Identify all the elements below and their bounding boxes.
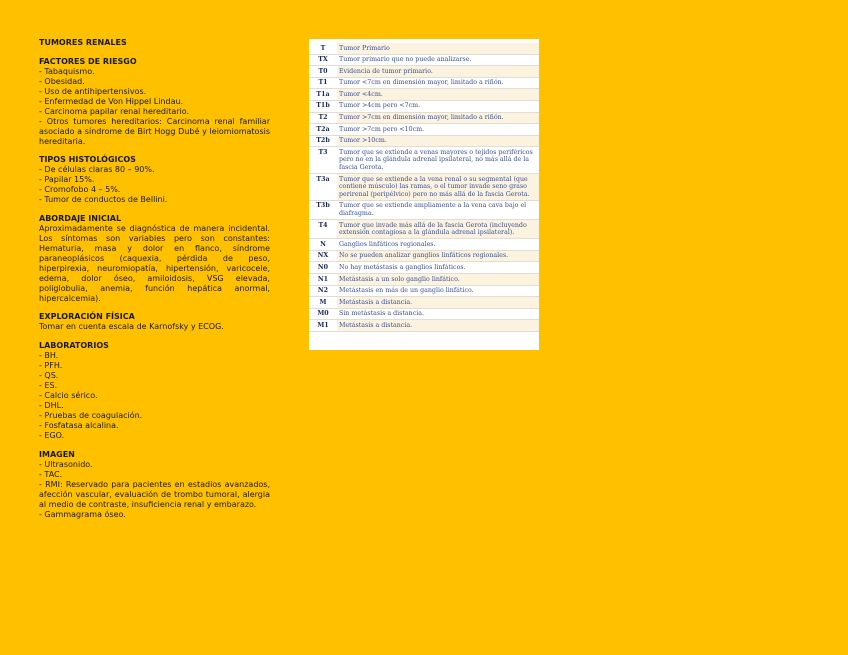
initial-approach-section <box>39 214 270 304</box>
stage-code-cell: T1b <box>309 100 337 112</box>
histologic-types-heading: TIPOS HISTOLÓGICOS <box>39 155 136 165</box>
stage-description-cell: Tumor >4cm pero <7cm. <box>337 100 539 112</box>
list-item: - ES. <box>39 380 58 390</box>
table-row <box>309 112 539 124</box>
stage-description-cell: Tumor que invade más allá de la fascia Gerota (incluyendo extensión contagiosa a la glándula adrenal ipsilateral). <box>337 220 539 239</box>
stage-code-cell: T3 <box>309 147 337 174</box>
stage-description-cell: Tumor >7cm pero <10cm. <box>337 124 539 136</box>
stage-description-cell: Tumor <4cm. <box>337 89 539 101</box>
physical-exam-section <box>39 312 270 332</box>
table-row <box>309 89 539 101</box>
stage-code-cell: N2 <box>309 285 337 297</box>
stage-description-cell: Tumor >10cm. <box>337 135 539 147</box>
list-item: - Tumor de conductos de Bellini. <box>39 195 168 205</box>
imaging-heading: IMAGEN <box>39 449 75 459</box>
list-item: - EGO. <box>39 430 65 440</box>
list-item: - Ultrasonido. <box>39 459 93 469</box>
labs-heading: LABORATORIOS <box>39 340 109 350</box>
list-item: - QS. <box>39 370 59 380</box>
table-row <box>309 285 539 297</box>
stage-code-cell: T4 <box>309 220 337 239</box>
table-row <box>309 135 539 147</box>
stage-code-cell: TX <box>309 54 337 66</box>
list-item: - Fosfatasa alcalina. <box>39 420 119 430</box>
list-item: - RMI: Reservado para pacientes en estadios avanzados, afección vascular, evaluación de trombo tumoral, alergia al medio de contraste, insuficiencia renal y embarazo. <box>39 479 270 509</box>
table-row <box>309 77 539 89</box>
risk-factors-heading: FACTORES DE RIESGO <box>39 56 137 66</box>
stage-code-cell: M <box>309 297 337 309</box>
stage-description-cell: Metástasis a distancia. <box>337 320 539 332</box>
physical-exam-heading: EXPLORACIÓN FÍSICA <box>39 312 135 322</box>
stage-code-cell: T <box>309 43 337 54</box>
stage-description-cell: Tumor que se extiende ampliamente a la vena cava bajo el diafragma. <box>337 200 539 219</box>
stage-code-cell: N1 <box>309 274 337 286</box>
list-item: - Otros tumores hereditarios: Carcinoma renal familiar asociado a síndrome de Birt Hogg Dubé y leiomiomatosis hereditaria. <box>39 116 270 146</box>
list-item: - Gammagrama óseo. <box>39 509 126 519</box>
list-item: - Carcinoma papilar renal hereditario. <box>39 106 190 116</box>
stage-code-cell: M0 <box>309 308 337 320</box>
initial-approach-heading: ABORDAJE INICIAL <box>39 213 122 223</box>
table-row <box>309 147 539 174</box>
stage-description-cell: Metástasis en más de un ganglio linfático. <box>337 285 539 297</box>
table-row <box>309 250 539 262</box>
table-row <box>309 297 539 309</box>
list-item: - Calcio sérico. <box>39 390 98 400</box>
initial-approach-text: Aproximadamente se diagnóstica de manera incidental. Los síntomas son variables pero son constantes: Hematuria, masa y dolor en flanco, síndrome paraneoplásicos (caquexia, pérdida de peso, hiperpirexia, neuromiopatía, hipertensión, varicocele, edema, dolor óseo, amiloidosis, VSG elevada, poliglobulia, anemia, función hepática anormal, hipercalcemia). <box>39 223 270 303</box>
table-row <box>309 174 539 201</box>
stage-description-cell: Tumor que se extiende a venas mayores o tejidos periféricos pero no en la glándula adrenal ipsilateral, no más allá de la fascia Gerota. <box>337 147 539 174</box>
stage-description-cell: Metástasis a distancia. <box>337 297 539 309</box>
stage-code-cell: N0 <box>309 262 337 274</box>
table-row <box>309 66 539 78</box>
stage-code-cell: T2a <box>309 124 337 136</box>
stage-description-cell: Sin metástasis a distancia. <box>337 308 539 320</box>
stage-description-cell: Tumor <7cm en dimensión mayor, limitado a riñón. <box>337 77 539 89</box>
table-row <box>309 320 539 332</box>
physical-exam-text: Tomar en cuenta escala de Karnofsky y ECOG. <box>39 322 224 332</box>
stage-code-cell: T1 <box>309 77 337 89</box>
document-title: TUMORES RENALES <box>39 38 127 47</box>
list-item: - PFH. <box>39 360 63 370</box>
stage-code-cell: M1 <box>309 320 337 332</box>
list-item: - Uso de antihipertensivos. <box>39 86 147 96</box>
list-item: - Enfermedad de Von Hippel Lindau. <box>39 96 184 106</box>
table-row <box>309 274 539 286</box>
stage-description-cell: Tumor que se extiende a la vena renal o su segmental (que contiene músculo) las ramas, o el tumor invade seno graso perirenal (peripélvico) pero no más allá de la fascia Gerota. <box>337 174 539 201</box>
stage-code-cell: T1a <box>309 89 337 101</box>
table-row <box>309 200 539 219</box>
list-item: - BH. <box>39 350 59 360</box>
list-item: - DHL. <box>39 400 64 410</box>
table-row <box>309 239 539 251</box>
stage-description-cell: Tumor Primario <box>337 43 539 54</box>
table-row <box>309 124 539 136</box>
list-item: - De células claras 80 – 90%. <box>39 165 155 175</box>
stage-description-cell: No hay metástasis a ganglios linfáticos. <box>337 262 539 274</box>
stage-code-cell: T2 <box>309 112 337 124</box>
table-row <box>309 54 539 66</box>
list-item: - Pruebas de coagulación. <box>39 410 143 420</box>
stage-description-cell: Metástasis a un solo ganglio linfático. <box>337 274 539 286</box>
tnm-staging-table-image <box>309 39 539 350</box>
notes-column <box>39 38 270 528</box>
table-row <box>309 43 539 54</box>
tnm-staging-table <box>309 43 539 332</box>
table-row <box>309 220 539 239</box>
stage-code-cell: NX <box>309 250 337 262</box>
stage-code-cell: T2b <box>309 135 337 147</box>
stage-description-cell: Evidencia de tumor primario. <box>337 66 539 78</box>
stage-code-cell: T0 <box>309 66 337 78</box>
list-item: - Cromofobo 4 – 5%. <box>39 185 121 195</box>
histologic-types-section <box>39 155 270 205</box>
stage-description-cell: Tumor >7cm en dimensión mayor, limitado a riñón. <box>337 112 539 124</box>
list-item: - Tabaquismo. <box>39 66 95 76</box>
labs-section <box>39 341 270 441</box>
stage-description-cell: Ganglios linfáticos regionales. <box>337 239 539 251</box>
risk-factors-section <box>39 57 270 147</box>
title-section <box>39 38 270 48</box>
list-item: - Papilar 15%. <box>39 175 95 185</box>
list-item: - TAC. <box>39 469 63 479</box>
stage-code-cell: T3a <box>309 174 337 201</box>
stage-code-cell: T3b <box>309 200 337 219</box>
stage-description-cell: Tumor primario que no puede analizarse. <box>337 54 539 66</box>
list-item: - Obesidad. <box>39 76 85 86</box>
imaging-section <box>39 450 270 520</box>
stage-code-cell: N <box>309 239 337 251</box>
table-row <box>309 262 539 274</box>
stage-description-cell: No se pueden analizar ganglios linfáticos regionales. <box>337 250 539 262</box>
table-row <box>309 100 539 112</box>
table-row <box>309 308 539 320</box>
